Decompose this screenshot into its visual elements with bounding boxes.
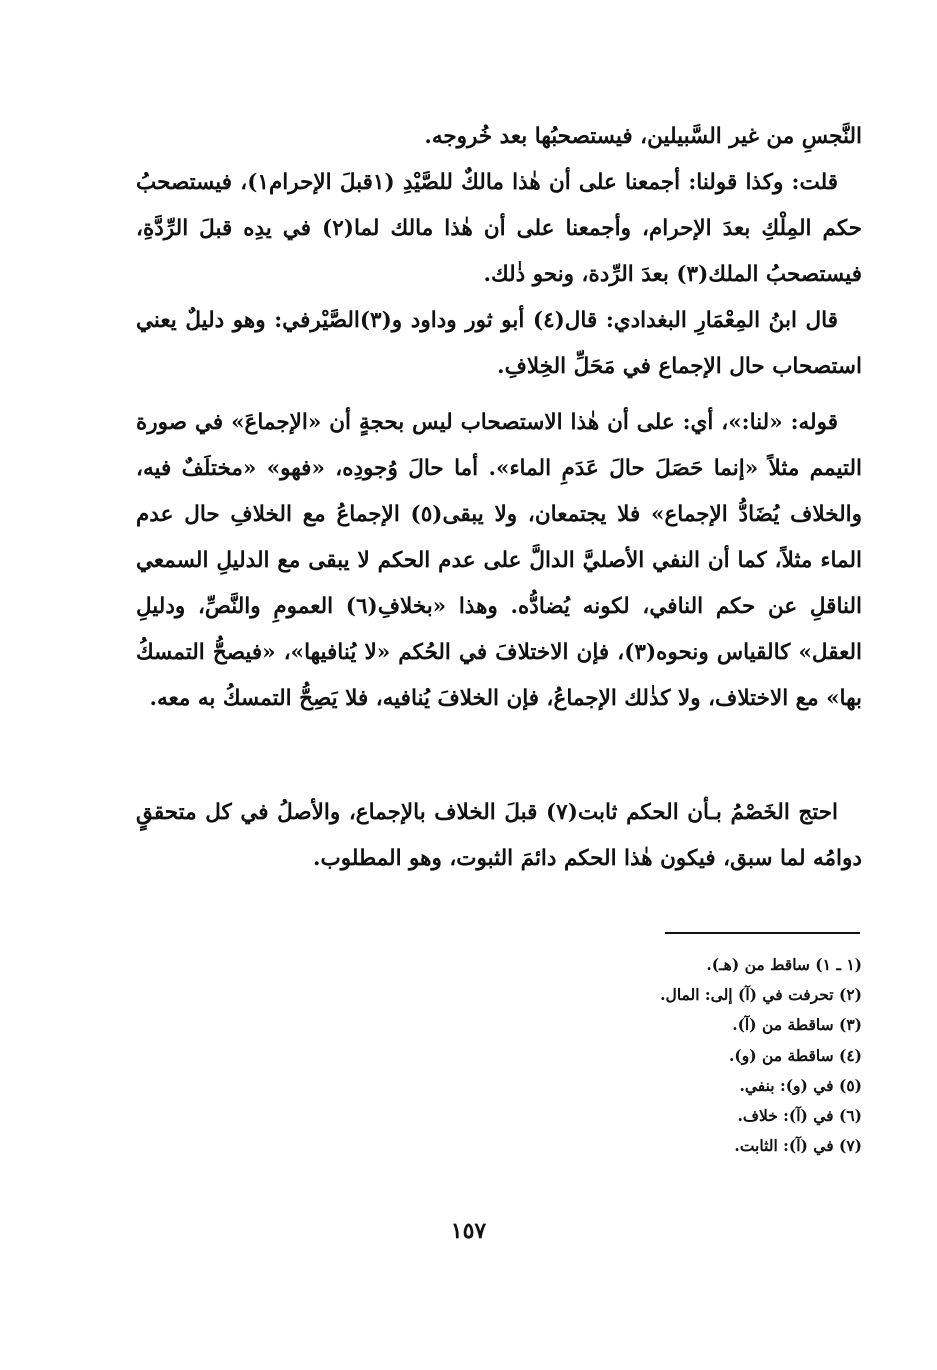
footnote-5: (٥) في (و): بنفي. (739, 1075, 862, 1095)
main-text-block-1 (136, 114, 862, 390)
paragraph-1: النَّجسِ من غير السَّبيلين، فيستصحبُها بعد خُروجه. (424, 124, 862, 149)
footnote-2: (٢) تحرفت في (آ) إلى: المال. (660, 985, 862, 1005)
paragraph-5: احتج الخَصْمُ بـأن الحكم ثابت(٧) قبلَ الخلاف بالإجماع، والأصلُ في كل متحققٍ دوامُه لما سبق، فيكون هٰذا الحكم دائمَ الثبوت، وهو المطلوب. (136, 800, 862, 871)
paragraph-2: قلت: وكذا قولنا: أجمعنا على أن هٰذا مالكٌ للصَّيْدِ (١قبلَ الإحرام١)، فيستصحبُ حكم المِلْكِ بعدَ الإحرام، وأجمعنا على أن هٰذا مالك لما(٢) في يدِه قبلَ الرِّدَّةِ، فيستصحبُ الملك(٣) بعدَ الرِّدة، ونحو ذٰلك. (136, 170, 863, 287)
footnote-6: (٦) في (آ): خلاف. (737, 1106, 862, 1126)
page-number: ١٥٧ (450, 1218, 487, 1244)
paragraph-3: قال ابنُ المِعْمَارِ البغدادي: قال(٤) أبو ثور وداود و(٣)الصَّيْرفي: وهو دليلٌ يعني استصحاب حال الإجماع في مَحَلِّ الخِلافِ. (136, 308, 862, 379)
main-text-block-2 (136, 400, 862, 722)
footnote-3: (٣) ساقطة من (آ). (732, 1015, 862, 1035)
footnote-4: (٤) ساقطة من (و). (729, 1045, 862, 1065)
footnote-7: (٧) في (آ): الثابت. (734, 1136, 862, 1156)
footnote-separator (665, 932, 860, 934)
main-text-block-3 (136, 790, 862, 882)
footnote-1: (١ ـ ١) ساقط من (هـ). (706, 955, 862, 974)
footnotes (420, 950, 862, 1161)
paragraph-4: قوله: «لنا:»، أي: على أن هٰذا الاستصحاب ليس بحجةٍ أن «الإجماعَ» في صورة التيمم مثلاً «إنما حَصَلَ حالَ عَدَمِ الماء». أما حالَ وُجودِه، «فهو» «مختلَفٌ فيه، والخلاف يُضَادُّ الإجماع» فلا يجتمعان، ولا يبقى(٥) الإجماعُ مع الخلافِ حال عدم الماء مثلاً، كما أن النفي الأصليَّ الدالَّ على عدم الحكم لا يبقى مع الدليلِ السمعي الناقلِ عن حكم النافي، لكونه يُضادُّه. وهذا «بخلافِ(٦) العمومِ والنَّصِّ، ودليلِ العقل» كالقياس ونحوه(٣)، فإن الاختلافَ في الحُكم «لا يُنافيها»، «فيصحُّ التمسكُ بها» مع الاختلاف، ولا كذٰلك الإجماعُ، فإن الخلافَ يُنافيه، فلا يَصِحُّ التمسكُ به معه. (136, 410, 863, 711)
